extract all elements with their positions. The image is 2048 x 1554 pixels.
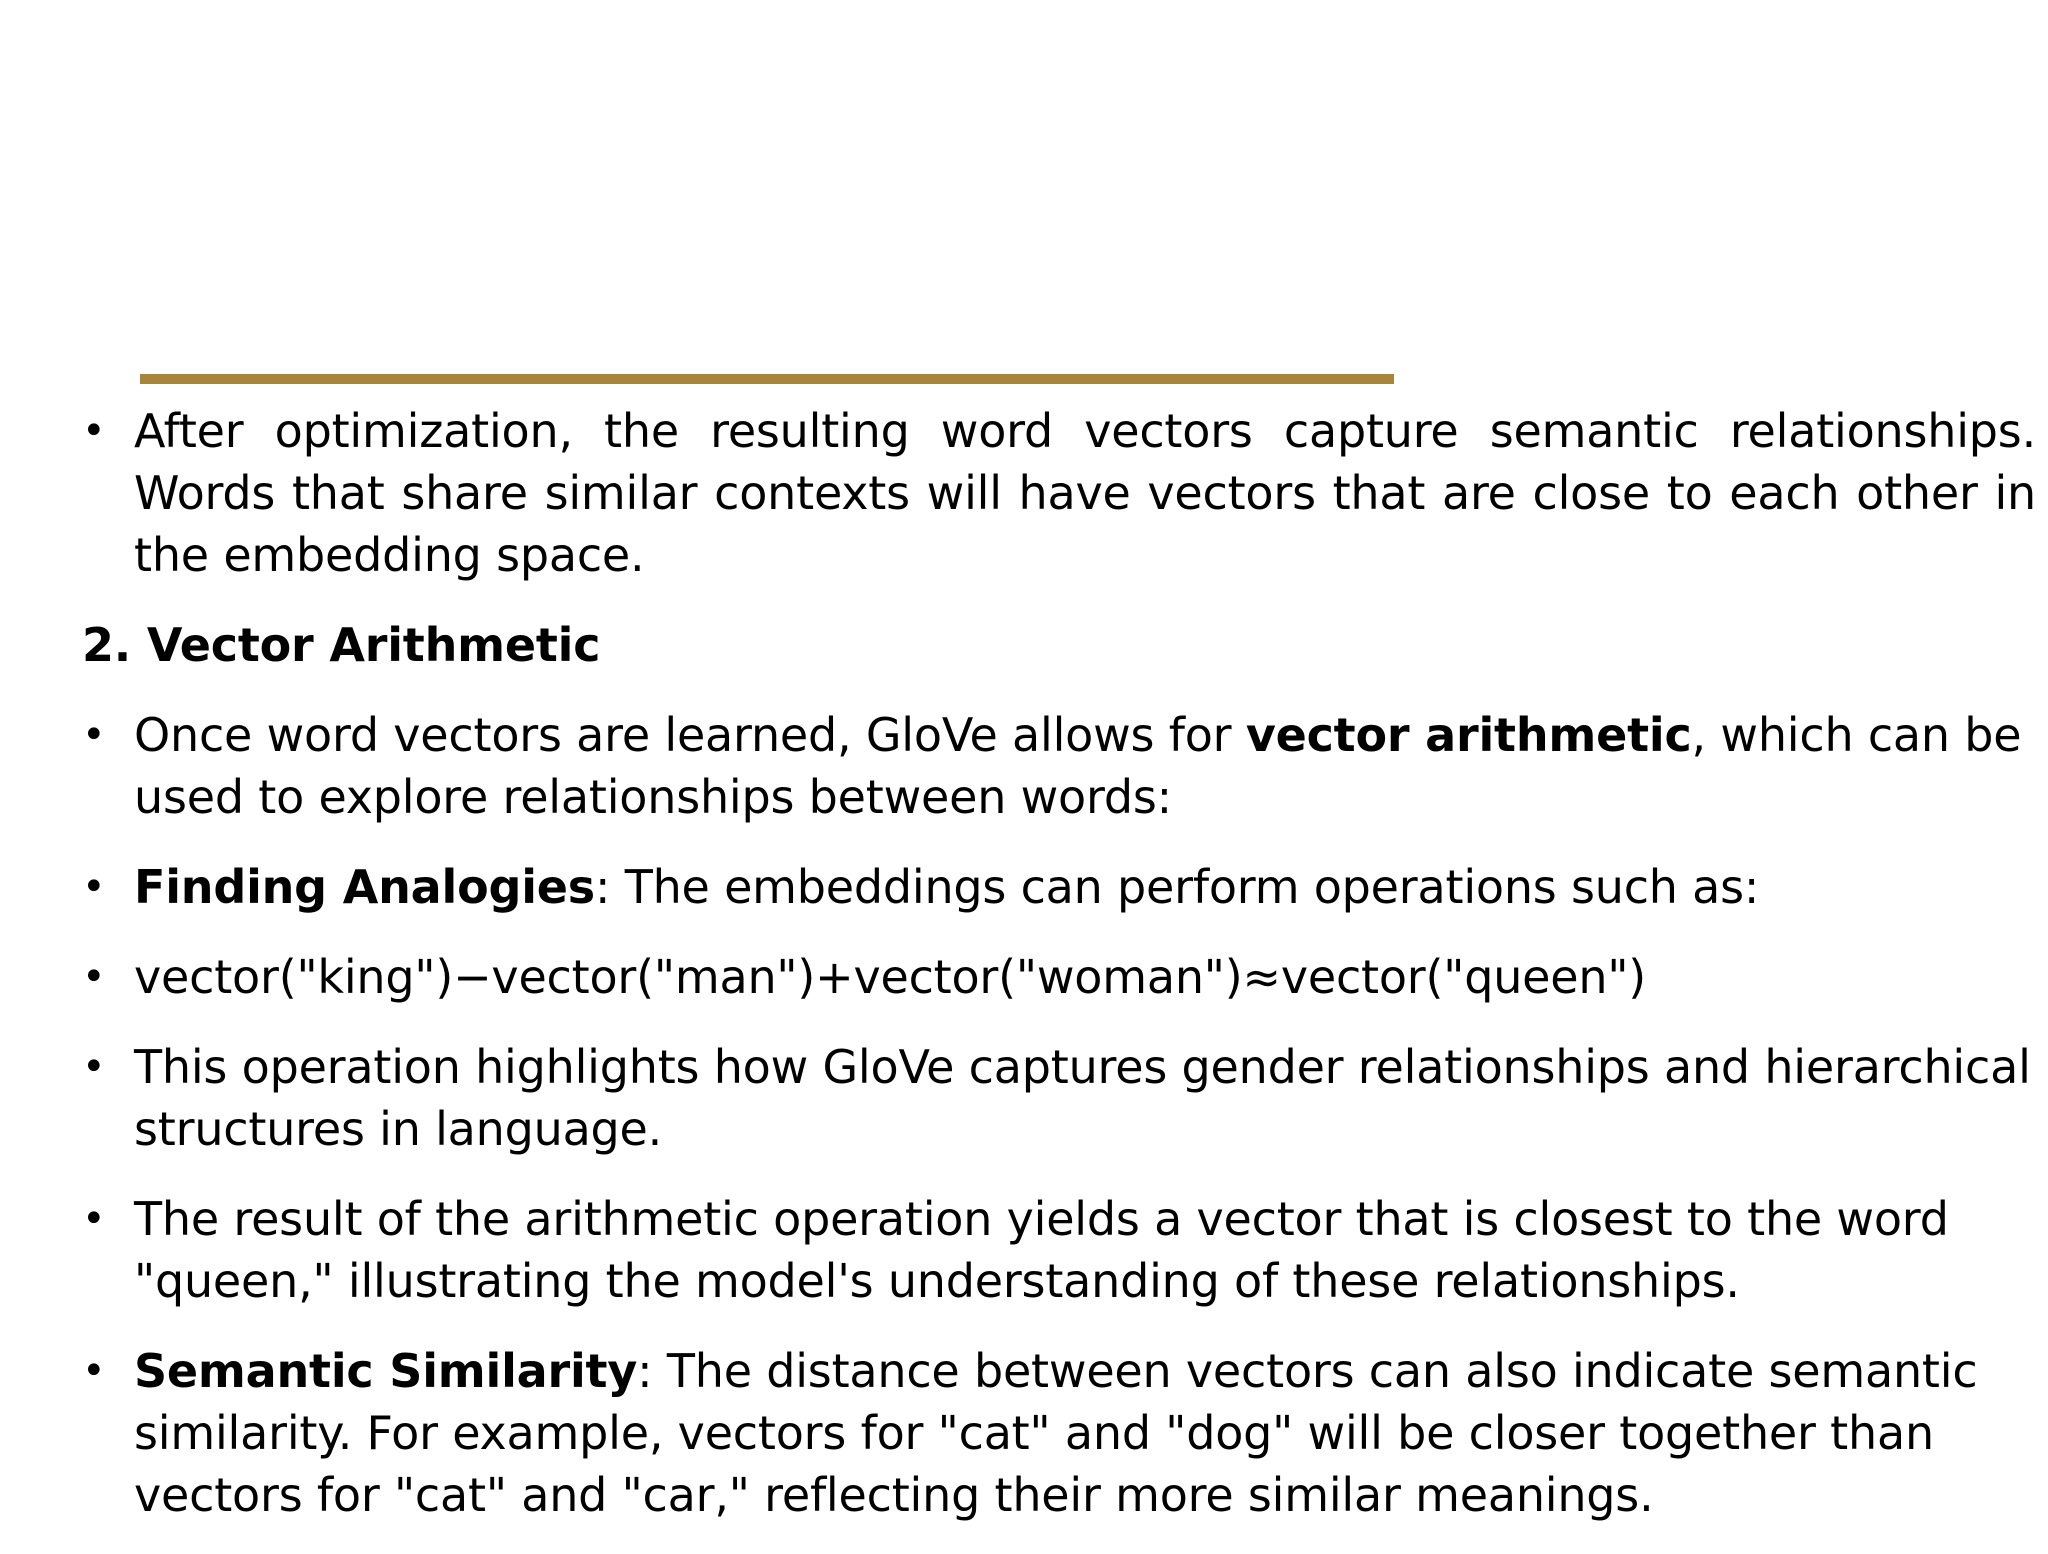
text-run: Once word vectors are learned, GloVe allows for <box>134 708 1246 762</box>
bullet-icon: • <box>82 1044 106 1090</box>
list-item-text: This operation highlights how GloVe captures gender relationships and hierarchical structures in language. <box>134 1040 2031 1156</box>
list-item-equation <box>82 946 2036 1008</box>
bullet-icon: • <box>82 408 106 454</box>
bullet-icon: • <box>82 954 106 1000</box>
title-underline-rule <box>140 374 1394 384</box>
list-item-text <box>134 1340 2036 1526</box>
list-item-intro <box>82 400 2036 586</box>
text-run: , which can be used to explore relationships between words: <box>134 708 2022 824</box>
list-item-operation-highlight <box>82 1036 2036 1160</box>
bullet-icon: • <box>82 1196 106 1242</box>
intro-text: After optimization, the resulting word vectors capture semantic relationships. Words that share similar contexts will have vectors that are close to each other in the embedding space. <box>134 404 2036 582</box>
list-item-text <box>134 856 2036 918</box>
bullet-icon: • <box>82 1348 106 1394</box>
bullet-icon: • <box>82 712 106 758</box>
text-run: : The distance between vectors can also indicate semantic similarity. For example, vectors for "cat" and "dog" will be closer together than vectors for "cat" and "car," reflecting their more similar meanings. <box>134 1344 1978 1522</box>
bullet-icon: • <box>82 864 106 910</box>
bold-term: Semantic Similarity <box>134 1344 638 1398</box>
list-item-result <box>82 1188 2036 1312</box>
list-item-finding-analogies <box>82 856 2036 918</box>
slide-body <box>82 400 2036 1554</box>
section-heading: 2. Vector Arithmetic <box>82 618 601 672</box>
bold-term: Finding Analogies <box>134 860 595 914</box>
text-run: : The embeddings can perform operations such as: <box>594 860 1760 914</box>
list-item-vector-arithmetic <box>82 704 2036 828</box>
analogy-equation: vector("king")−vector("man")+vector("woman")≈vector("queen") <box>134 950 1647 1004</box>
list-item-text: The result of the arithmetic operation yields a vector that is closest to the word "queen," illustrating the model's understanding of these relationships. <box>134 1192 1949 1308</box>
list-item-semantic-similarity <box>82 1340 2036 1526</box>
list-item-text <box>134 704 2036 828</box>
bold-term: vector arithmetic <box>1245 708 1692 762</box>
